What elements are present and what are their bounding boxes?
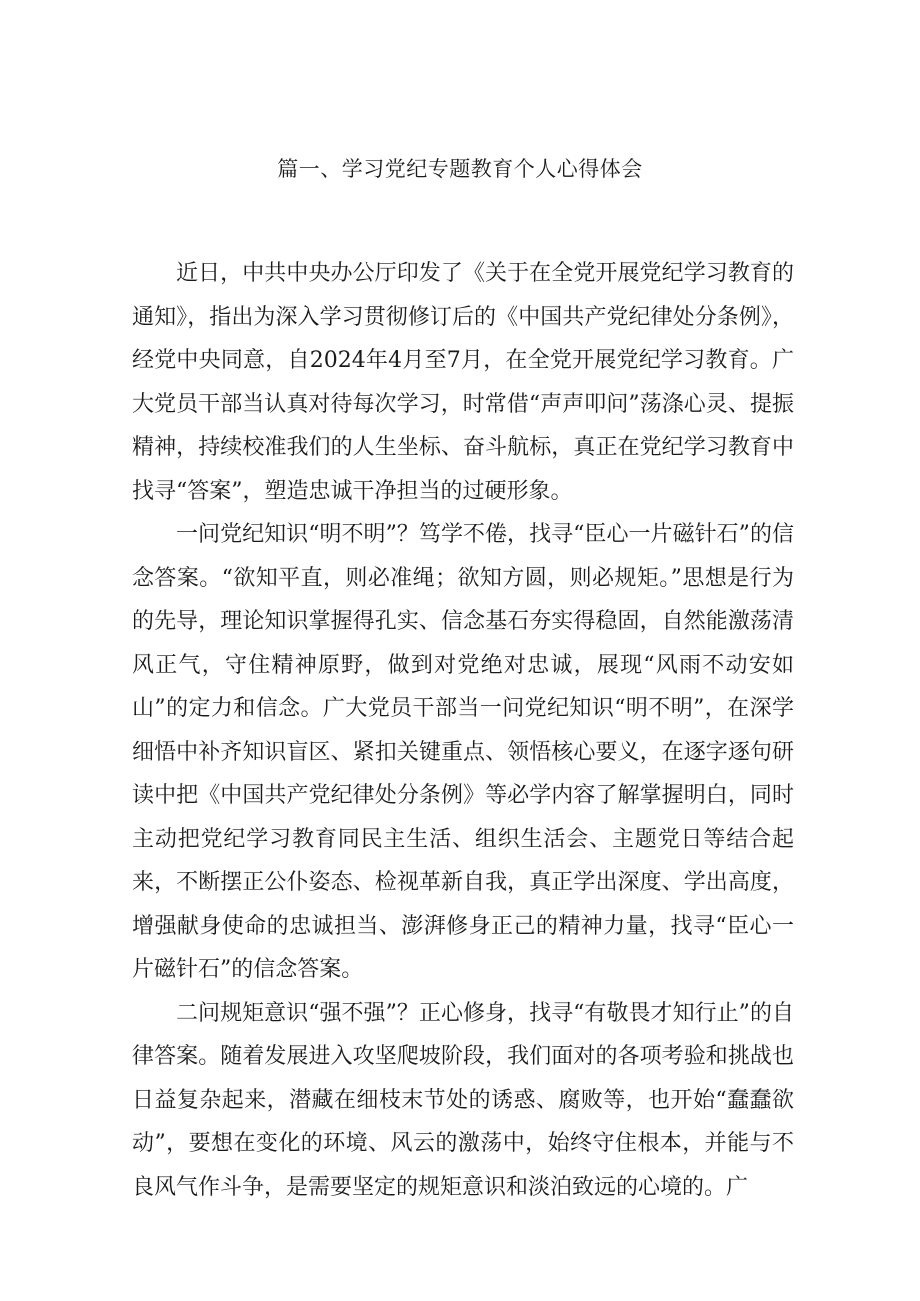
document-body <box>132 252 794 1209</box>
document-title: 篇一、学习党纪专题教育个人心得体会 <box>277 157 643 181</box>
paragraph-question-two: 二问规矩意识“强不强”？正心修身，找寻“有敬畏才知行止”的自律答案。随着发展进入攻坚爬坡阶段，我们面对的各项考验和挑战也日益复杂起来，潜藏在细枝末节处的诱惑、腐败等，也开始“蠢蠢欲动”，要想在变化的环境、风云的激荡中，始终守住根本，并能与不良风气作斗争，是需要坚定的规矩意识和淡泊致远的心境的。广 <box>132 1000 794 1200</box>
paragraph-intro: 近日，中共中央办公厅印发了《关于在全党开展党纪学习教育的通知》，指出为深入学习贯彻修订后的《中国共产党纪律处分条例》，经党中央同意，自2024年4月至7月，在全党开展党纪学习教育。广大党员干部当认真对待每次学习，时常借“声声叩问”荡涤心灵、提振精神，持续校准我们的人生坐标、奋斗航标，真正在党纪学习教育中找寻“答案”，塑造忠诚干净担当的过硬形象。 <box>132 261 794 504</box>
paragraph-question-one: 一问党纪知识“明不明”？笃学不倦，找寻“臣心一片磁针石”的信念答案。“欲知平直，则必准绳；欲知方圆，则必规矩。”思想是行为的先导，理论知识掌握得孔实、信念基石夯实得稳固，自然能激荡清风正气，守住精神原野，做到对党绝对忠诚，展现“风雨不动安如山”的定力和信念。广大党员干部当一问党纪知识“明不明”，在深学细悟中补齐知识盲区、紧扣关键重点、领悟核心要义，在逐字逐句研读中把《中国共产党纪律处分条例》等必学内容了解掌握明白，同时主动把党纪学习教育同民主生活、组织生活会、主题党日等结合起来，不断摆正公仆姿态、检视革新自我，真正学出深度、学出高度，增强献身使命的忠诚担当、澎湃修身正己的精神力量，找寻“臣心一片磁针石”的信念答案。 <box>132 522 794 982</box>
